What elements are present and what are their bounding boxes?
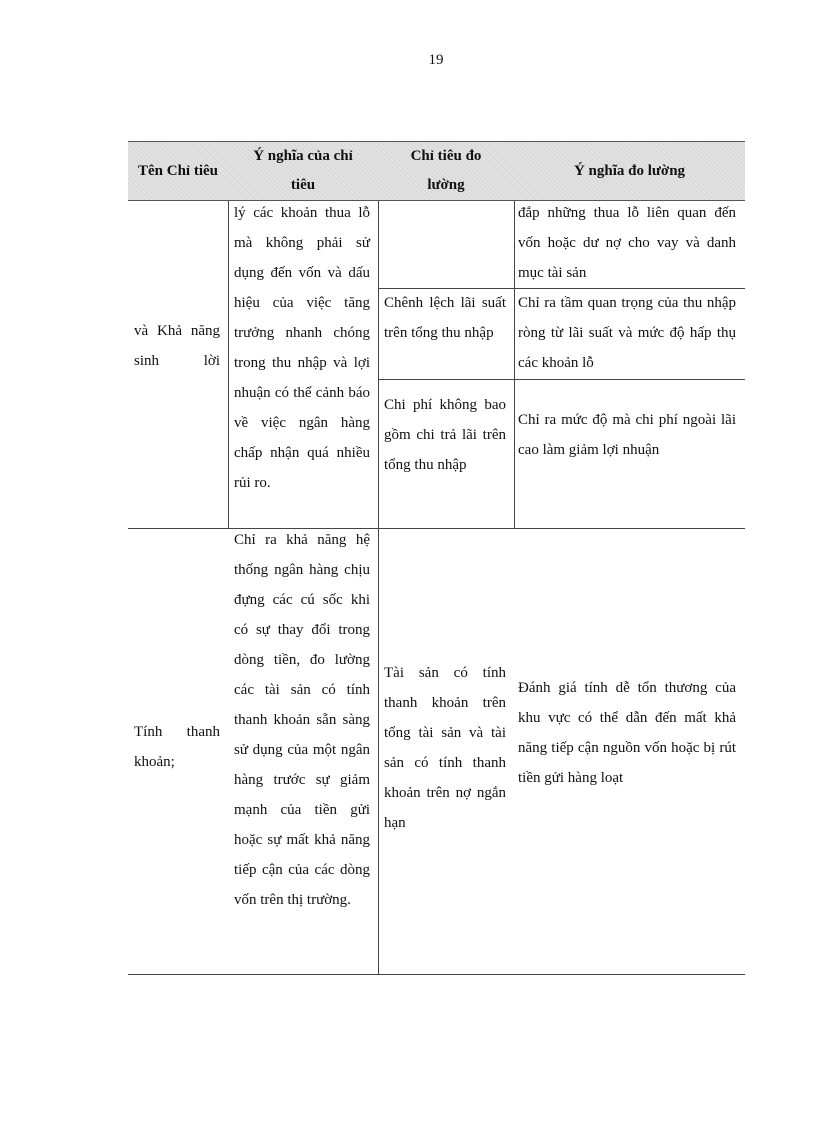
header-indicator-meaning: Ý nghĩa của chỉ tiêu [253, 148, 353, 193]
header-measure-meaning: Ý nghĩa đo lường [573, 162, 686, 179]
header-measure: Chỉ tiêu đo lường [410, 148, 482, 193]
column-divider [378, 201, 379, 975]
section1-measure-3: Chi phí không bao gồm chi trả lãi trên tổng thu nhập [384, 397, 506, 473]
header-indicator-name: Tên Chỉ tiêu [137, 162, 218, 179]
section1-significance-2: Chỉ ra tầm quan trọng của thu nhập ròng từ lãi suất và mức độ hấp thụ các khoản lỗ [518, 295, 736, 371]
section1-indicator-name: và Khả năng sinh lời [134, 323, 220, 369]
section2-indicator-name: Tính thanh khoản; [134, 724, 220, 770]
row-divider [378, 379, 745, 380]
section1-significance-3: Chỉ ra mức độ mà chi phí ngoài lãi cao làm giảm lợi nhuận [518, 412, 736, 458]
column-divider [228, 201, 229, 528]
section1-indicator-meaning: lý các khoản thua lỗ mà không phải sử dụng đến vốn và dấu hiệu của việc tăng trưởng nhanh chóng trong thu nhập và lợi nhuận có thể cảnh báo về việc ngân hàng chấp nhận quá nhiều rủi ro. [234, 205, 370, 491]
section1-significance-1: đắp những thua lỗ liên quan đến vốn hoặc dư nợ cho vay và danh mục tài sản [518, 205, 736, 281]
table-bottom-border [128, 974, 745, 975]
section1-measure-2: Chênh lệch lãi suất trên tổng thu nhập [384, 295, 506, 341]
section2-significance: Đánh giá tính dễ tổn thương của khu vực có thể dẫn đến mất khả năng tiếp cận nguồn vốn hoặc bị rút tiền gửi hàng loạt [518, 680, 736, 786]
section2-measure: Tài sản có tính thanh khoản trên tổng tài sản và tài sản có tính thanh khoản trên nợ ngắn hạn [384, 665, 506, 831]
section2-indicator-meaning: Chỉ ra khả năng hệ thống ngân hàng chịu đựng các cú sốc khi có sự thay đổi trong dòng tiền, đo lường các tài sản có tính thanh khoản sẵn sàng sử dụng của một ngân hàng trước sự giảm mạnh của tiền gửi hoặc sự mất khả năng tiếp cận của các dòng vốn trên thị trường. [234, 532, 370, 908]
page-number: 19 [428, 52, 444, 68]
section-divider [128, 528, 745, 529]
table-header [128, 141, 745, 201]
column-divider [514, 201, 515, 528]
